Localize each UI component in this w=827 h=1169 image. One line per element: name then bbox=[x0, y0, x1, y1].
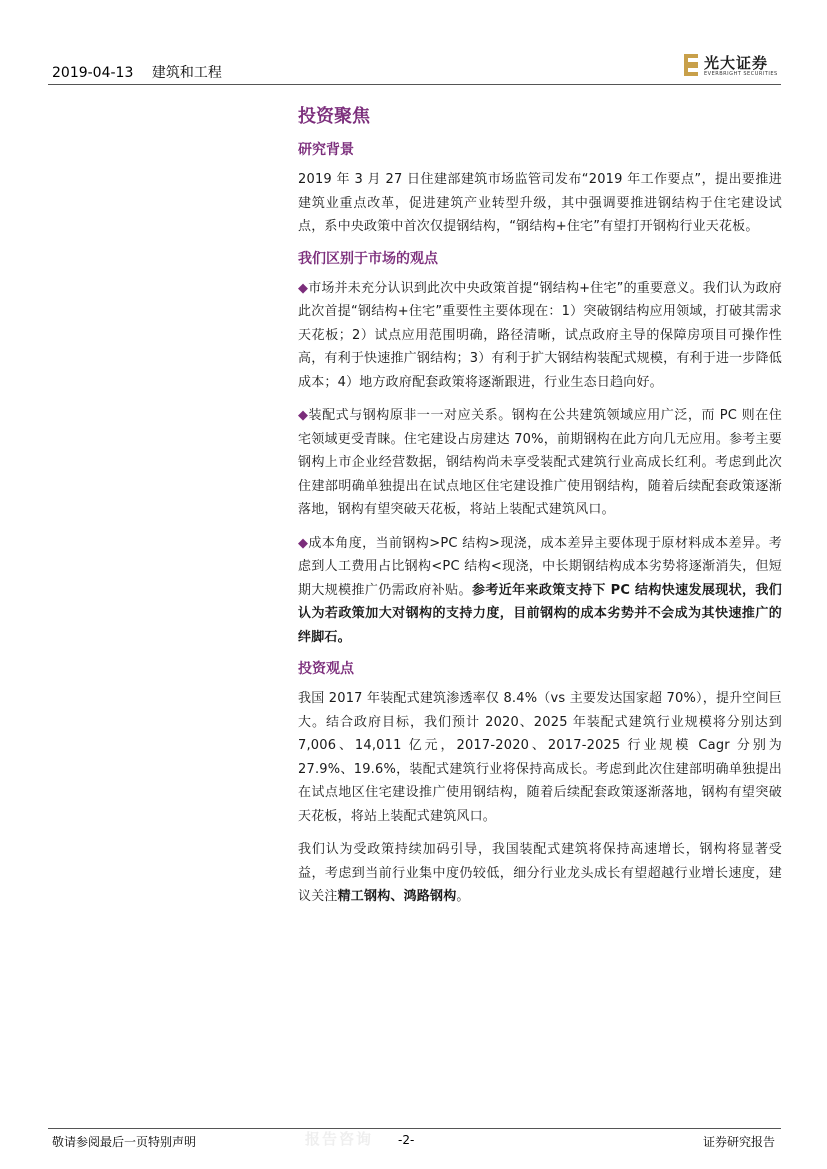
background-paragraph: 2019 年 3 月 27 日住建部建筑市场监管司发布“2019 年工作要点”，提出要推进建筑业重点改革，促进建筑产业转型升级，其中强调要推进钢结构于住宅建设试点，系中央政策中首次仅提钢结构，“钢结构+住宅”有望打开钢构行业天花板。 bbox=[298, 172, 782, 234]
diamond-bullet-icon: ◆ bbox=[298, 280, 309, 296]
investment-paragraph-1: 我国 2017 年装配式建筑渗透率仅 8.4%（vs 主要发达国家超 70%），提升空间巨大。结合政府目标，我们预计 2020、2025 年装配式建筑行业规模将分别达到 7,006、14,011 亿元，2017-2020、2017-2025 行业规模 Cagr 分别为 27.9%、19.6%，装配式建筑行业将保持高成长。考虑到此次住建部明确单独提出在试点地区住宅建设推广使用钢结构，随着后续配套政策逐渐落地，钢构有望突破天花板，将站上装配式建筑风口。 bbox=[298, 691, 782, 824]
views-paragraph-3-emphasis: 参考近年来政策支持下 PC 结构快速发展现状，我们认为若政策加大对钢构的支持力度，目前钢构的成本劣势并不会成为其快速推广的绊脚石。 bbox=[298, 582, 782, 645]
views-paragraph-2: ◆装配式与钢构原非一一对应关系。钢构在公共建筑领域应用广泛，而 PC 则在住宅领域更受青睐。住宅建设占房建达 70%，前期钢构在此方向几无应用。参考主要钢构上市企业经营数据，钢结构尚未享受装配式建筑行业高成长红利。考虑到此次住建部明确单独提出在试点地区住宅建设推广使用钢结构，随着后续配套政策逐渐落地，钢构有望突破天花板，将站上装配式建筑风口。 bbox=[298, 408, 782, 517]
logo-text-en: EVERBRIGHT SECURITIES bbox=[704, 71, 778, 77]
diamond-bullet-icon: ◆ bbox=[298, 408, 309, 423]
section-title: 投资聚焦 bbox=[298, 106, 370, 127]
background-heading: 研究背景 bbox=[298, 142, 354, 158]
views-heading: 我们区别于市场的观点 bbox=[298, 250, 438, 267]
logo-mark-icon bbox=[684, 54, 698, 76]
investment-heading: 投资观点 bbox=[298, 661, 354, 677]
disclaimer-note: 敬请参阅最后一页特别声明 bbox=[52, 1135, 197, 1149]
company-logo bbox=[684, 52, 784, 82]
report-type: 证券研究报告 bbox=[703, 1135, 776, 1149]
views-paragraph-3: ◆成本角度，当前钢构>PC 结构>现浇，成本差异主要体现于原材料成本差异。考虑到人工费用占比钢构<PC 结构<现浇，中长期钢结构成本劣势将逐渐消失，但短期大规模推广仍需政府补贴。参考近年来政策支持下 PC 结构快速发展现状，我们认为若政策加大对钢构的支持力度，目前钢构的成本劣势并不会成为其快速推广的绊脚石。 bbox=[298, 535, 782, 645]
investment-paragraph-2: 我们认为受政策持续加码引导，我国装配式建筑将保持高速增长，钢构将显著受益，考虑到当前行业集中度仍较低，细分行业龙头成长有望超越行业增长速度，建议关注精工钢构、鸿路钢构。 bbox=[298, 842, 782, 904]
diamond-bullet-icon: ◆ bbox=[298, 535, 309, 551]
header-divider bbox=[48, 84, 781, 85]
main-content bbox=[298, 104, 782, 919]
report-date: 2019-04-13 bbox=[52, 65, 134, 81]
watermark: 报告咨询 bbox=[305, 1130, 374, 1148]
footer-divider bbox=[48, 1128, 781, 1129]
sector-name: 建筑和工程 bbox=[151, 65, 222, 81]
logo-text-cn: 光大证券 bbox=[704, 54, 769, 72]
page-header bbox=[52, 62, 236, 82]
views-paragraph-1: ◆市场并未充分认识到此次中央政策首提“钢结构+住宅”的重要意义。我们认为政府此次首提“钢结构+住宅”重要性主要体现在：1）突破钢结构应用领域，打破其需求天花板；2）试点应用范围明确，路径清晰，试点政府主导的保障房项目可操作性高，有利于快速推广钢结构；3）有利于扩大钢结构装配式规模，有利于进一步降低成本；4）地方政府配套政策将逐渐跟进，行业生态日趋向好。 bbox=[298, 280, 782, 390]
page-number: -2- bbox=[398, 1133, 415, 1147]
recommended-stocks: 精工钢构、鸿路钢构 bbox=[337, 889, 457, 904]
